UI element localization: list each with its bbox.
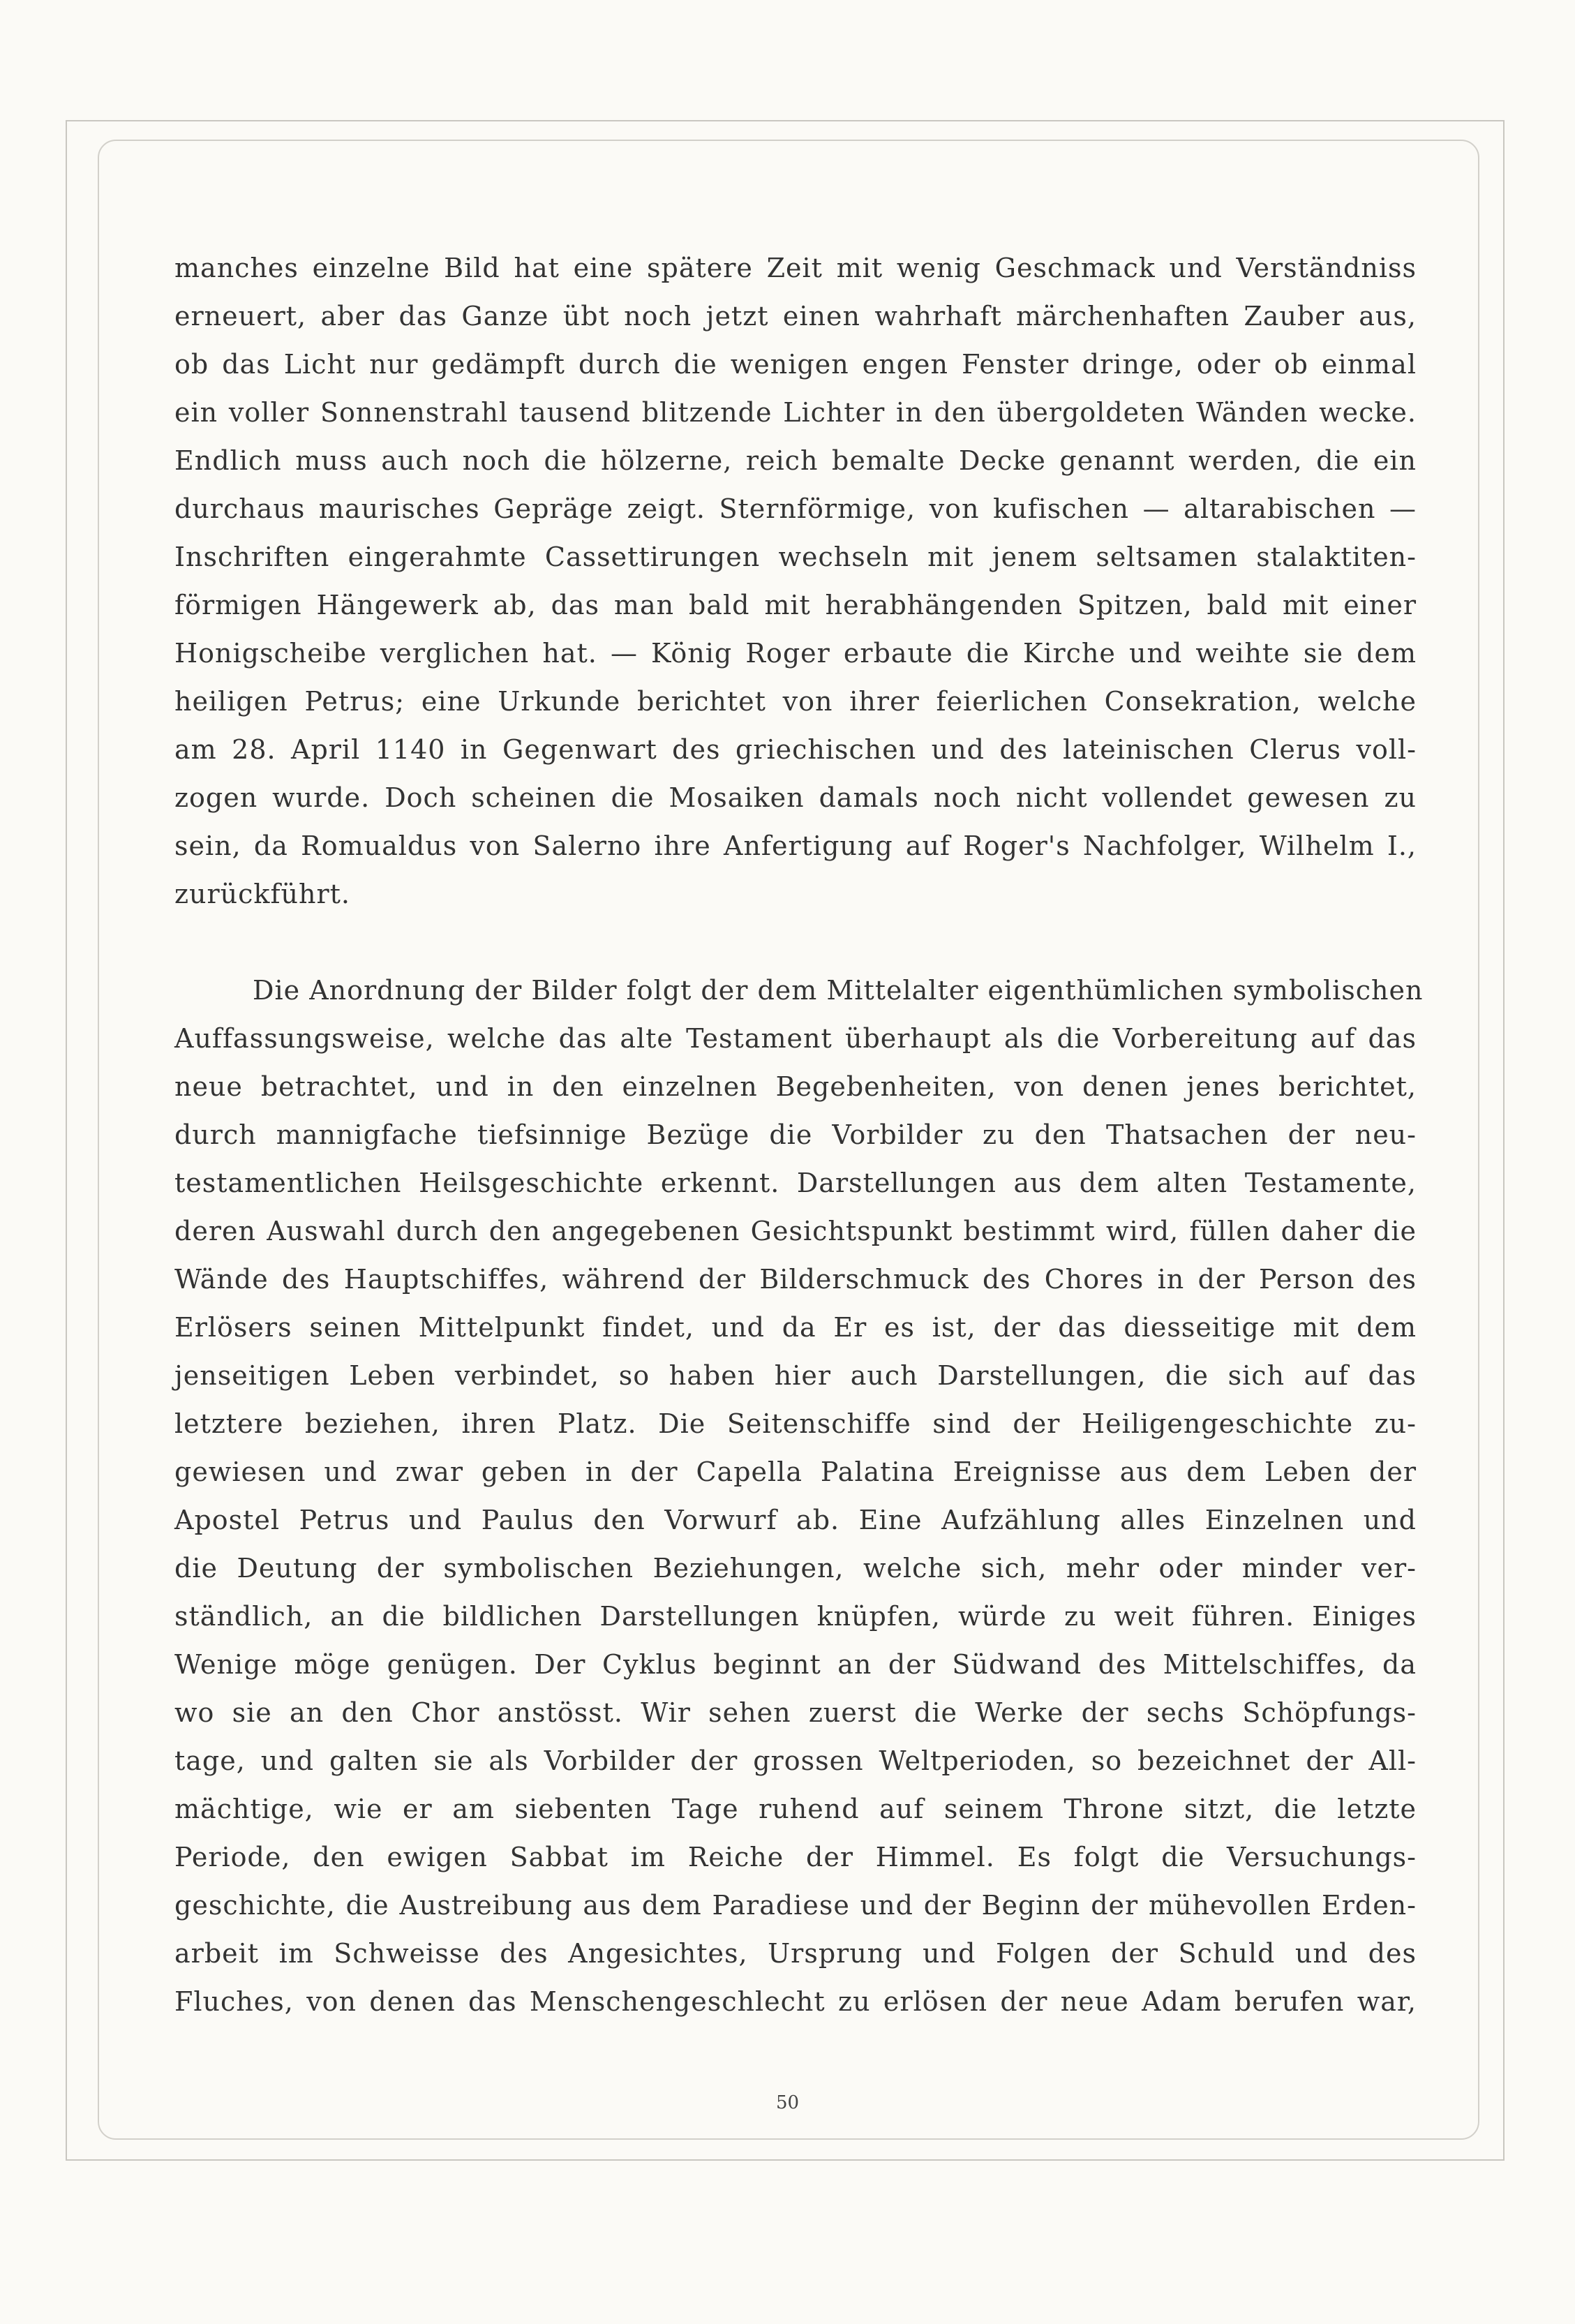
text-line: zurückführt. xyxy=(174,879,350,909)
text-line: ob das Licht nur gedämpft durch die wenigen engen Fenster dringe, oder ob einmal xyxy=(174,349,1417,380)
text-line: Die Anordnung der Bilder folgt der dem Mittelalter eigenthümlichen symbolischen xyxy=(253,975,1424,1006)
text-line: durch mannigfache tiefsinnige Bezüge die Vorbilder zu den Thatsachen der neu- xyxy=(174,1119,1417,1150)
text-line: wo sie an den Chor anstösst. Wir sehen zuerst die Werke der sechs Schöpfungs- xyxy=(174,1697,1417,1728)
text-line: arbeit im Schweisse des Angesichtes, Ursprung und Folgen der Schuld und des xyxy=(174,1938,1417,1969)
text-line: Wände des Hauptschiffes, während der Bilderschmuck des Chores in der Person des xyxy=(174,1264,1417,1295)
text-line: ständlich, an die bildlichen Darstellungen knüpfen, würde zu weit führen. Einiges xyxy=(174,1601,1417,1632)
text-line: durchaus maurisches Gepräge zeigt. Sternförmige, von kufischen — altarabischen — xyxy=(174,493,1417,524)
text-line: testamentlichen Heilsgeschichte erkennt. Darstellungen aus dem alten Testamente, xyxy=(174,1168,1417,1198)
text-line: neue betrachtet, und in den einzelnen Begebenheiten, von denen jenes berichtet, xyxy=(174,1071,1417,1102)
body-text xyxy=(174,244,1424,2026)
text-line: Auffassungsweise, welche das alte Testament überhaupt als die Vorbereitung auf das xyxy=(174,1023,1417,1054)
text-line: Apostel Petrus und Paulus den Vorwurf ab. Eine Aufzählung alles Einzelnen und xyxy=(174,1505,1417,1535)
paragraph-spacer xyxy=(174,918,1417,967)
text-line: manches einzelne Bild hat eine spätere Zeit mit wenig Geschmack und Verständniss xyxy=(174,253,1417,283)
text-line: sein, da Romualdus von Salerno ihre Anfertigung auf Roger's Nachfolger, Wilhelm I., xyxy=(174,830,1417,861)
text-line: jenseitigen Leben verbindet, so haben hier auch Darstellungen, die sich auf das xyxy=(174,1360,1417,1391)
text-line: tage, und galten sie als Vorbilder der grossen Weltperioden, so bezeichnet der All- xyxy=(174,1745,1417,1776)
paragraph-2 xyxy=(174,967,1424,2026)
text-line: erneuert, aber das Ganze übt noch jetzt einen wahrhaft märchenhaften Zauber aus, xyxy=(174,301,1417,332)
text-line: Erlösers seinen Mittelpunkt findet, und da Er es ist, der das diesseitige mit dem xyxy=(174,1312,1417,1343)
text-line: am 28. April 1140 in Gegenwart des griechischen und des lateinischen Clerus voll- xyxy=(174,734,1417,765)
text-line: Endlich muss auch noch die hölzerne, reich bemalte Decke genannt werden, die ein xyxy=(174,445,1417,476)
text-line: Periode, den ewigen Sabbat im Reiche der Himmel. Es folgt die Versuchungs- xyxy=(174,1842,1417,1872)
text-line: zogen wurde. Doch scheinen die Mosaiken damals noch nicht vollendet gewesen zu xyxy=(174,782,1417,813)
text-line: Fluches, von denen das Menschengeschlecht zu erlösen der neue Adam berufen war, xyxy=(174,1986,1417,2017)
text-line: Honigscheibe verglichen hat. — König Roger erbaute die Kirche und weihte sie dem xyxy=(174,638,1417,669)
text-line: geschichte, die Austreibung aus dem Paradiese und der Beginn der mühevollen Erden- xyxy=(174,1890,1417,1921)
page-number: 50 xyxy=(775,2092,800,2113)
text-line: Inschriften eingerahmte Cassettirungen wechseln mit jenem seltsamen stalaktiten- xyxy=(174,542,1417,572)
text-line: Wenige möge genügen. Der Cyklus beginnt an der Südwand des Mittelschiffes, da xyxy=(174,1649,1417,1680)
text-line: die Deutung der symbolischen Beziehungen, welche sich, mehr oder minder ver- xyxy=(174,1553,1417,1584)
text-line: förmigen Hängewerk ab, das man bald mit herabhängenden Spitzen, bald mit einer xyxy=(174,590,1417,620)
paragraph-1 xyxy=(174,244,1417,918)
text-line: gewiesen und zwar geben in der Capella Palatina Ereignisse aus dem Leben der xyxy=(174,1457,1417,1487)
text-line: ein voller Sonnenstrahl tausend blitzende Lichter in den übergoldeten Wänden wecke. xyxy=(174,397,1417,428)
text-line: deren Auswahl durch den angegebenen Gesichtspunkt bestimmt wird, füllen daher die xyxy=(174,1216,1417,1246)
text-line: letztere beziehen, ihren Platz. Die Seitenschiffe sind der Heiligengeschichte zu- xyxy=(174,1408,1417,1439)
text-line: heiligen Petrus; eine Urkunde berichtet von ihrer feierlichen Consekration, welche xyxy=(174,686,1417,717)
text-line: mächtige, wie er am siebenten Tage ruhend auf seinem Throne sitzt, die letzte xyxy=(174,1794,1417,1824)
